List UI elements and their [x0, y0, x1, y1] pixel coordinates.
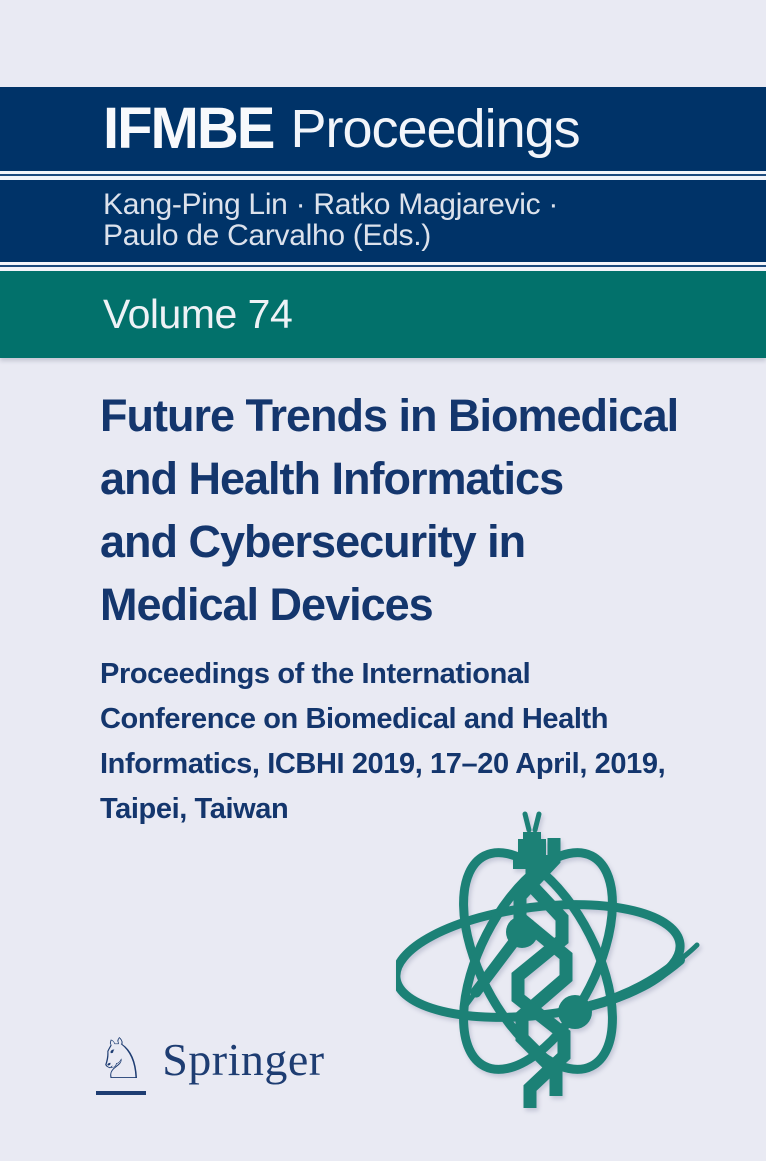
- book-title: [100, 384, 710, 636]
- series-name: Proceedings: [290, 99, 580, 159]
- subtitle-line: Informatics, ICBHI 2019, 17–20 April, 2019,: [100, 748, 666, 780]
- title-line: Future Trends in Biomedical: [100, 390, 679, 441]
- title-line: Medical Devices: [100, 579, 433, 630]
- subtitle-line: Taipei, Taiwan: [100, 793, 289, 825]
- ifmbe-caduceus-atom-icon: [396, 800, 708, 1114]
- title-line: and Health Informatics: [100, 453, 564, 504]
- series-brand: IFMBE: [103, 96, 274, 161]
- publisher-name: Springer: [162, 1034, 325, 1085]
- band-separator: [0, 171, 766, 180]
- editors-band: [0, 180, 766, 262]
- band-separator: [0, 262, 766, 271]
- volume-band: [0, 271, 766, 358]
- subtitle-line: Proceedings of the International: [100, 658, 531, 690]
- editors-line-2: Paulo de Carvalho (Eds.): [103, 219, 431, 252]
- springer-horse-icon: ♘: [96, 1032, 146, 1095]
- title-line: and Cybersecurity in: [100, 516, 526, 567]
- series-brand-band: [0, 87, 766, 171]
- editors-line-1: Kang-Ping Lin · Ratko Magjarevic ·: [103, 188, 559, 221]
- volume-label: Volume 74: [103, 291, 293, 337]
- subtitle-line: Conference on Biomedical and Health: [100, 703, 609, 735]
- publisher-logo: [96, 1027, 325, 1095]
